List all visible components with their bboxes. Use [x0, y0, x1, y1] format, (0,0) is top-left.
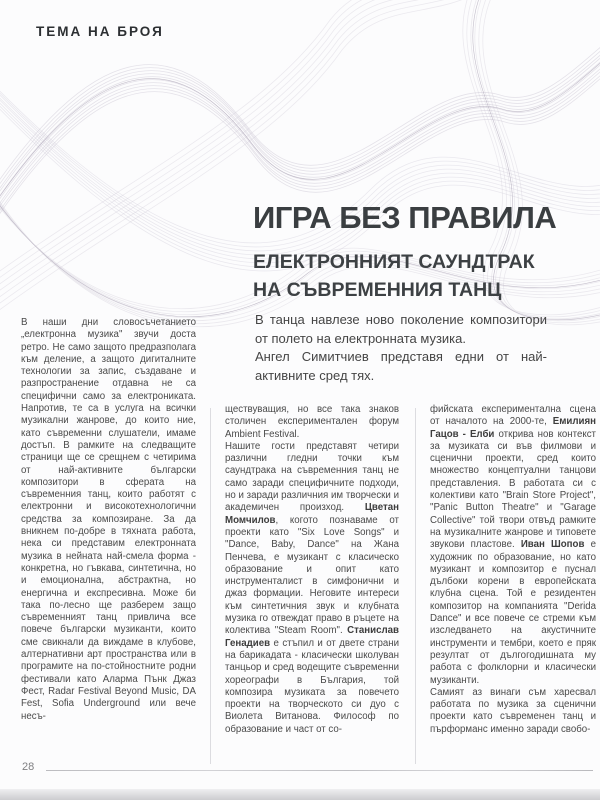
- footer-rule: [46, 770, 593, 771]
- body-column-2: ществуващия, но все така знаков столичен експериментален форум Ambient Festival. Нашите гости представят четири различни гледни точки към саундтрака на съвременния танц не само заради специфичните подходи, но и заради различния им творчески и академичен произход. Цветан Момчилов, когото познаваме от проекти като "Six Love Songs" и "Dance, Baby, Dance" на Жана Пенчева, е музикант с класическо образование и опит като инструменталист в симфонични и джаз формации. Неговите интереси към синтетичния звук и клубната музика го отвеждат право в ръцете на колектива "Steam Room". Станислав Генадиев е стъпил и от двете страни на барикадата - класически школуван танцьор и сред водещите съвременни хореографи в България, той композира музиката за повечето проекти на творческото си дуо с Виолета Витанова. Философ по образование и част от со-: [225, 404, 399, 735]
- body-column-3: фийската експериментална сцена от началото на 2000-те, Емилиян Гацов - Елби открива нов контекст за музиката си във филмови и сценични проекти, сред които множество концептуални танцови представления. В работата си с колективи като "Brain Store Project", "Panic Button Theatre" и "Garage Collective" той твори отвъд рамките на музикалните жанрове и типовете звукови пластове. Иван Шопов е художник по образование, но като музикант и композитор е пуснал дълбоки корени в европейската клубна сцена. Той е резидентен композитор на компанията "Derida Dance" и все повече се стреми към изследването на акустичните инструменти и тембри, което е пряк резултат от дългогодишната му работа с фолклорни и класически музиканти. Самият аз винаги съм харесвал работата по музика за сценични проекти като съвременен танц и пърформанс именно заради свобо-: [430, 404, 596, 735]
- article-subtitle: [253, 248, 573, 304]
- article-title: ИГРА БЕЗ ПРАВИЛА: [253, 200, 557, 235]
- article-lede: В танца навлезе ново поколение композитори от полето на електронната музика. Ангел Симитчиев представя едни от най-активните сред тях.: [255, 312, 547, 383]
- scan-edge-shadow: [0, 789, 600, 800]
- column-divider-1: [210, 408, 211, 764]
- body-column-1: В наши дни словосъчетанието „електронна музика" звучи доста ретро. Не само защото предразполага към деление, а защото дигиталните технологии за запис, създаване и разпространение отдавна не са специфични само за електрониката. Напротив, те са в услуга на всички музикални жанрове, до които ние, като съвременни слушатели, имаме достъп. В рамките на следващите страници ще се срещнем с четирима от най-активните български композитори в сферата на съвременния танц, които работят с електронни и високотехнологични средства за композиране. За да вникнем по-добре в тяхната работа, нека си представим електронната музика в нейната най-смела форма - конкретна, но гъвкава, синтетична, но и емоционална, абстрактна, но енергична и експресивна. Може би така по-лесно ще разберем защо съвременният танц привлича все повече български музиканти, които сме свикнали да виждаме в клубове, алтернативни арт пространства или в програмите на по-стойностните родни фестивали като Аларма Пънк Джаз Фест, Radar Festival Beyond Music, DA Fest, Sofia Underground или вече несъ-: [21, 317, 196, 722]
- column-divider-2: [415, 408, 416, 764]
- page-number: 28: [22, 761, 35, 773]
- article-subtitle-line-1: ЕЛЕКТРОННИЯТ САУНДТРАК: [253, 251, 535, 273]
- section-kicker: ТЕМА НА БРОЯ: [36, 24, 164, 39]
- article-subtitle-line-2: НА СЪВРЕМЕННИЯ ТАНЦ: [253, 279, 502, 301]
